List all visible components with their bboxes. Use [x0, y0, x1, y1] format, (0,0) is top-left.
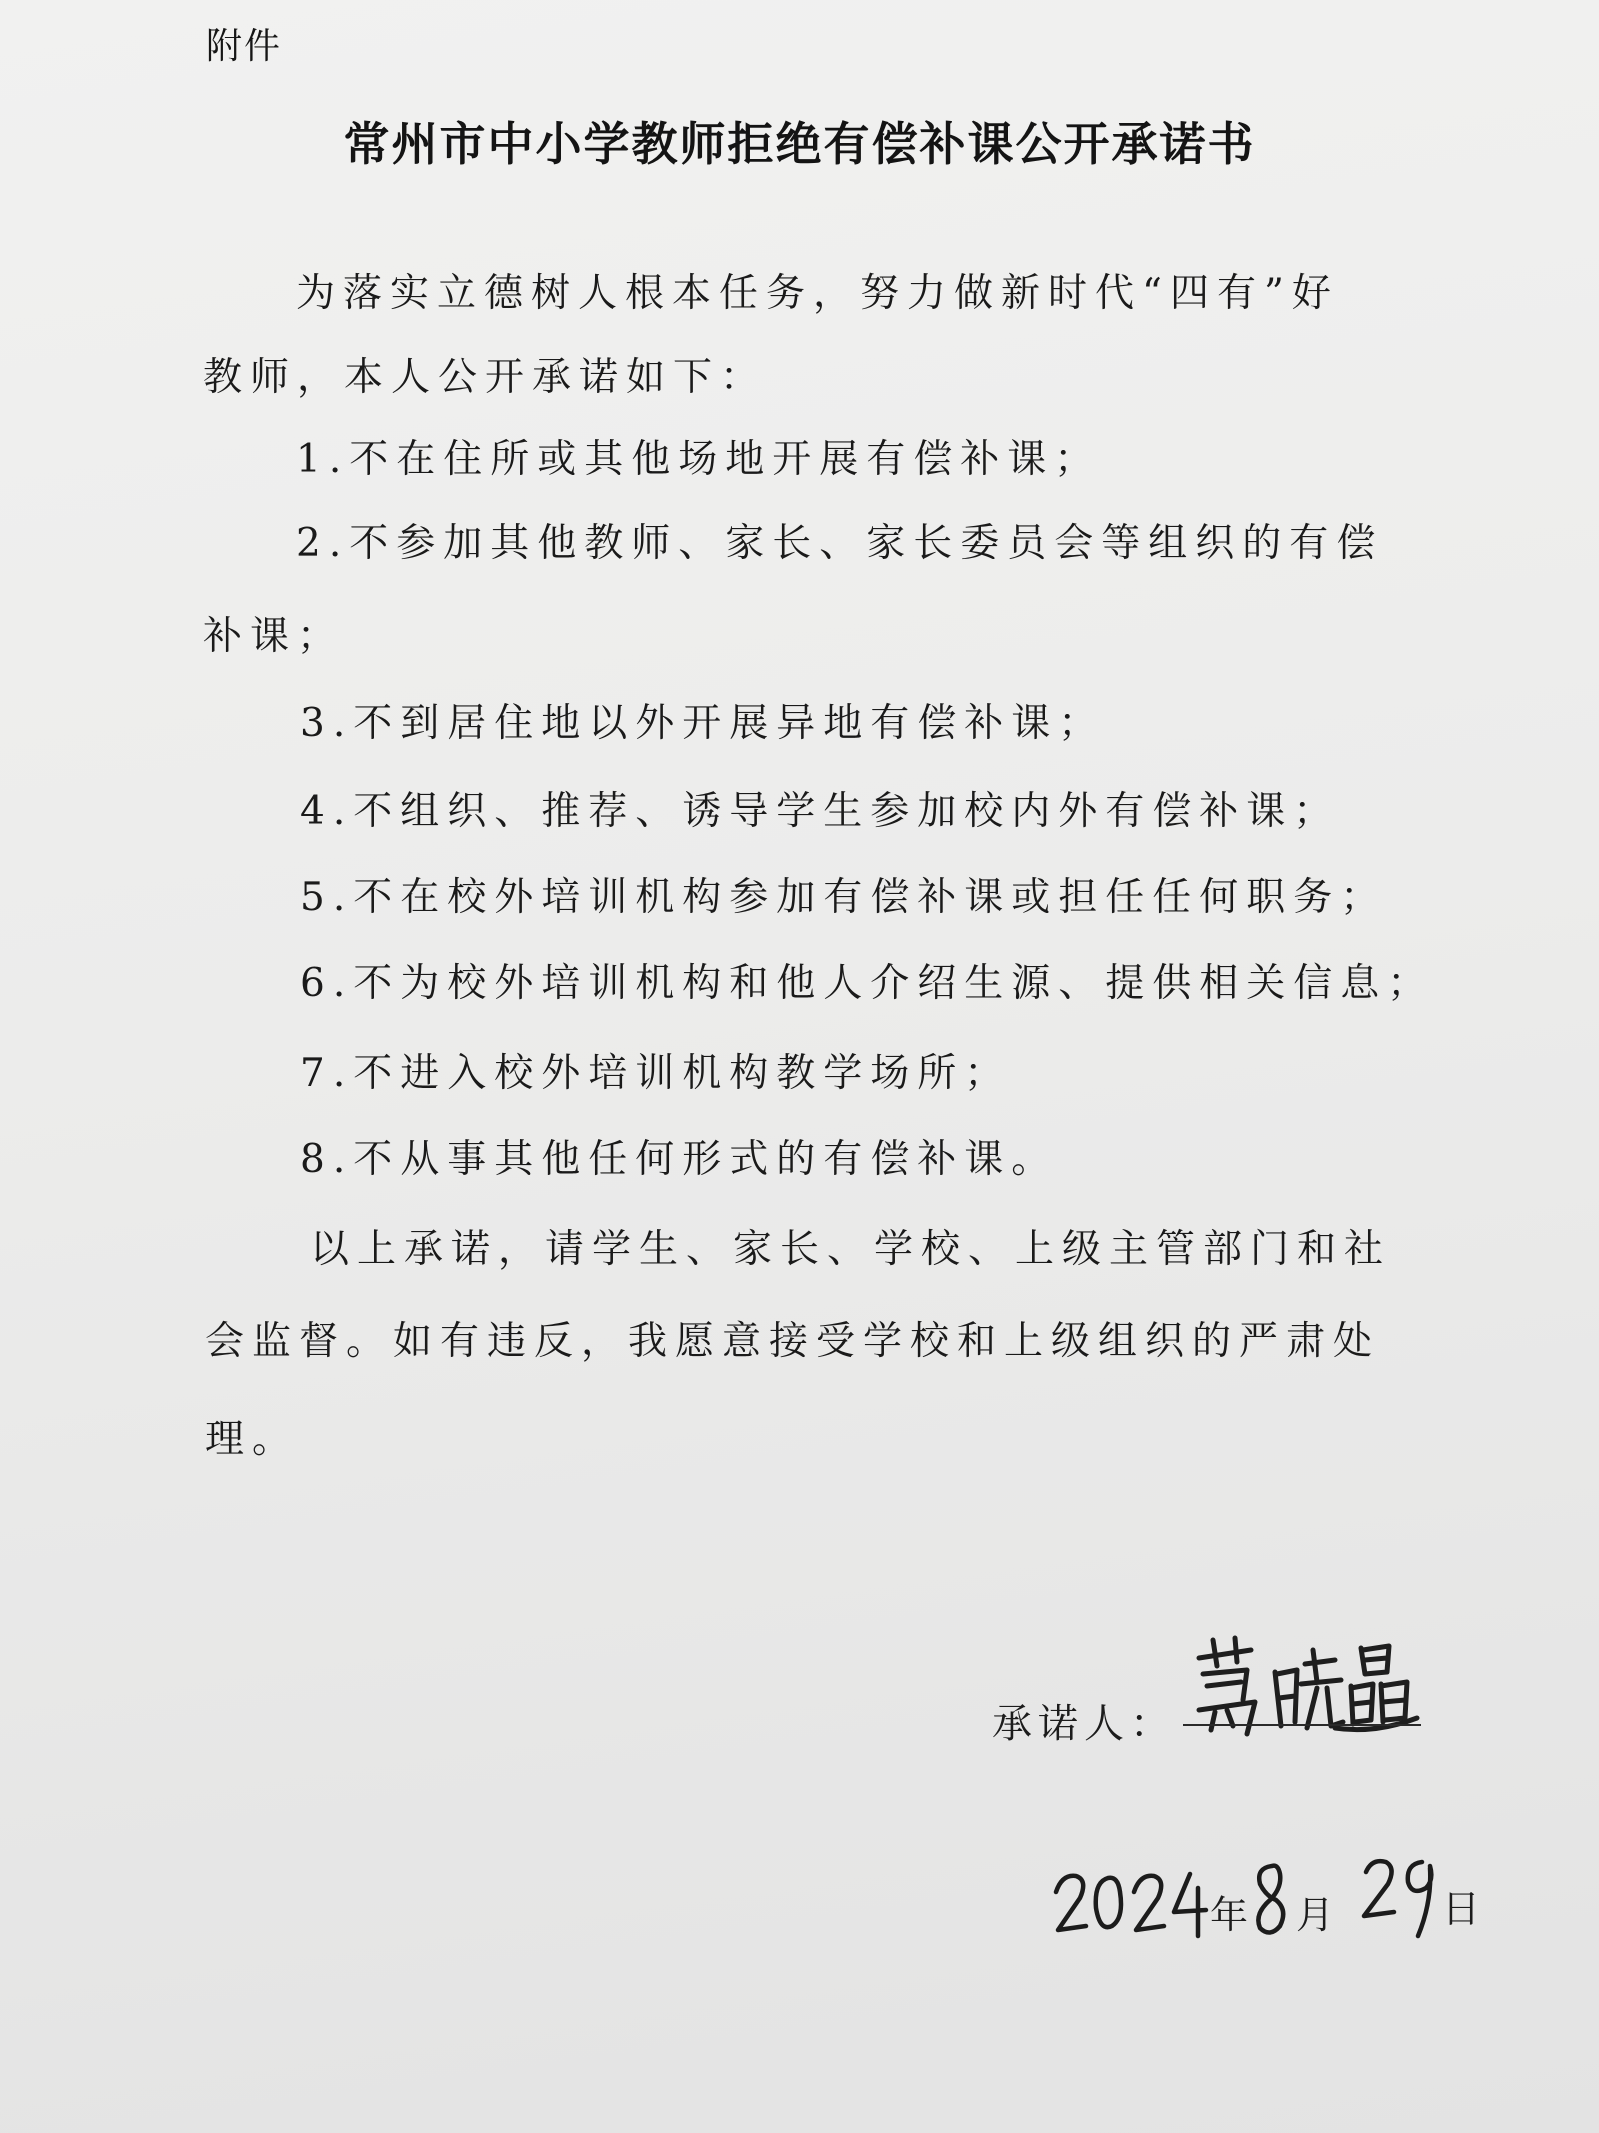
signer-label: 承诺人：: [992, 1701, 1176, 1747]
pledge-item-7: 7.不进入校外培训机构教学场所；: [300, 1051, 1012, 1096]
pledge-item-4: 4.不组织、推荐、诱导学生参加校内外有偿补课；: [300, 789, 1341, 834]
document-title: 常州市中小学教师拒绝有偿补课公开承诺书: [343, 117, 1256, 171]
signature-underline: [1183, 1724, 1421, 1726]
attachment-label: 附件: [206, 26, 283, 67]
closing-line-1: 以上承诺，请学生、家长、学校、上级主管部门和社: [310, 1227, 1392, 1272]
handwritten-signature: [1185, 1630, 1425, 1750]
pledge-item-3: 3.不到居住地以外开展异地有偿补课；: [300, 701, 1106, 746]
svg-text:日: 日: [1442, 1887, 1481, 1931]
body-line-1: 为落实立德树人根本任务，努力做新时代“四有”好: [296, 271, 1339, 316]
pledge-item-1: 1.不在住所或其他场地开展有偿补课；: [296, 437, 1102, 482]
closing-line-2: 会监督。如有违反，我愿意接受学校和上级组织的严肃处: [205, 1319, 1381, 1364]
pledge-item-5: 5.不在校外培训机构参加有偿补课或担任任何职务；: [300, 875, 1388, 920]
signing-date: [1050, 1852, 1500, 1942]
svg-text:月: 月: [1296, 1893, 1335, 1937]
pledge-item-2-cont: 补课；: [203, 614, 345, 659]
svg-text:年: 年: [1210, 1893, 1249, 1937]
closing-line-3: 理。: [205, 1417, 300, 1462]
body-line-2: 教师，本人公开承诺如下：: [203, 355, 768, 400]
pledge-item-6: 6.不为校外培训机构和他人介绍生源、提供相关信息；: [300, 961, 1435, 1006]
pledge-item-8: 8.不从事其他任何形式的有偿补课。: [300, 1137, 1059, 1182]
pledge-item-2: 2.不参加其他教师、家长、家长委员会等组织的有偿: [296, 521, 1384, 566]
